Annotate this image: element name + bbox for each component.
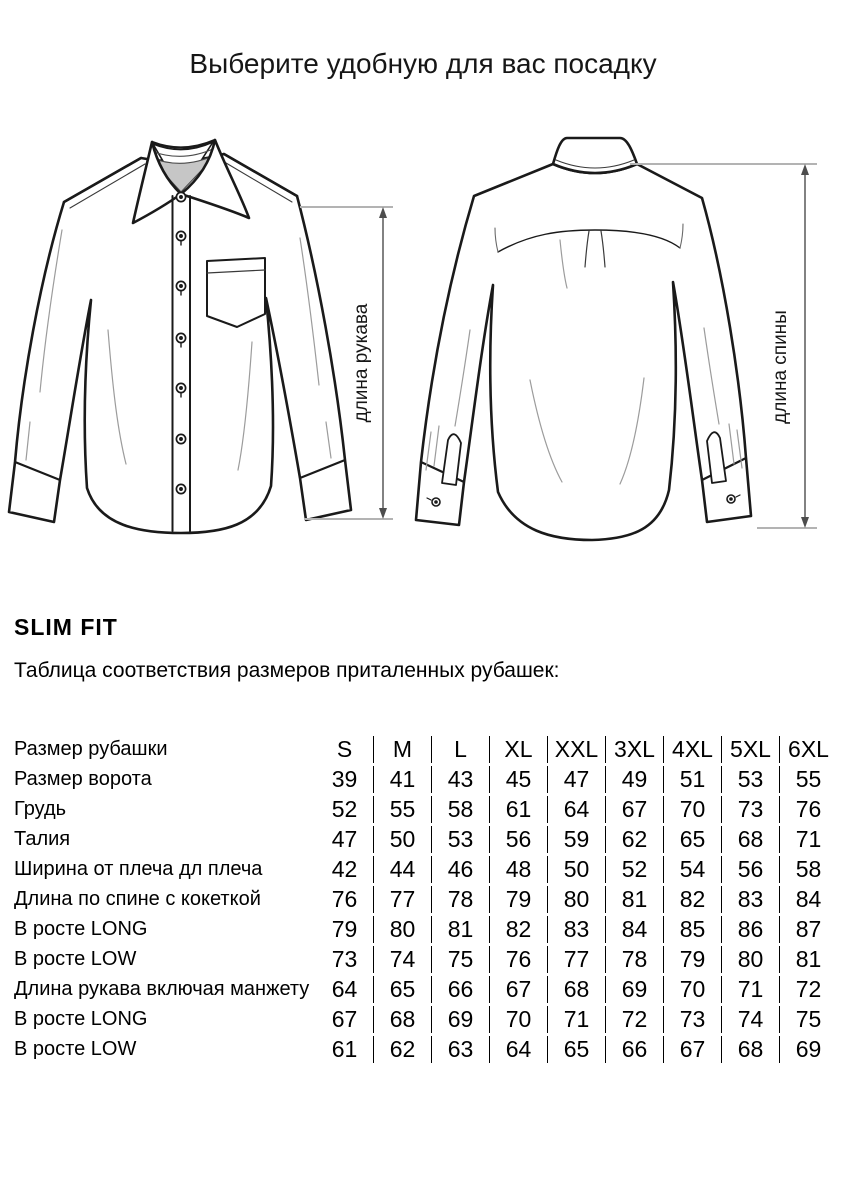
size-value-cell: 64 [489, 1036, 547, 1063]
size-value-cell: 52 [605, 856, 663, 883]
size-value-cell: 49 [605, 766, 663, 793]
front-body-outline [9, 154, 351, 533]
size-header-cell: S [336, 736, 353, 762]
size-value-cell: 55 [779, 766, 837, 793]
size-table-row [14, 766, 837, 793]
row-label: Талия [14, 828, 71, 850]
size-value-cell: 73 [721, 796, 779, 823]
size-value-cell: 79 [331, 916, 358, 942]
size-value-cell: 84 [605, 916, 663, 943]
size-value-cell: 79 [663, 946, 721, 973]
row-label: В росте LONG [14, 918, 148, 940]
size-header-cell: XL [489, 736, 547, 763]
size-value-cell: 53 [431, 826, 489, 853]
size-header-cell: M [373, 736, 431, 763]
size-value-cell: 68 [721, 826, 779, 853]
size-value-cell: 43 [431, 766, 489, 793]
size-value-cell: 62 [373, 1036, 431, 1063]
size-table-header-row [14, 736, 837, 763]
size-value-cell: 75 [431, 946, 489, 973]
size-value-cell: 39 [331, 766, 358, 792]
size-value-cell: 81 [431, 916, 489, 943]
size-value-cell: 83 [547, 916, 605, 943]
size-value-cell: 86 [721, 916, 779, 943]
size-value-cell: 81 [605, 886, 663, 913]
size-value-cell: 70 [489, 1006, 547, 1033]
size-value-cell: 67 [605, 796, 663, 823]
size-value-cell: 59 [547, 826, 605, 853]
size-value-cell: 72 [779, 976, 837, 1003]
size-value-cell: 69 [605, 976, 663, 1003]
size-value-cell: 80 [373, 916, 431, 943]
size-value-cell: 47 [547, 766, 605, 793]
size-value-cell: 56 [721, 856, 779, 883]
size-value-cell: 65 [663, 826, 721, 853]
size-value-cell: 66 [431, 976, 489, 1003]
size-value-cell: 52 [331, 796, 358, 822]
size-value-cell: 47 [331, 826, 358, 852]
size-table-row [14, 826, 837, 853]
size-table-row [14, 916, 837, 943]
row-label: В росте LOW [14, 948, 137, 970]
size-value-cell: 77 [547, 946, 605, 973]
front-pocket [207, 258, 265, 327]
size-value-cell: 79 [489, 886, 547, 913]
row-label: В росте LONG [14, 1008, 148, 1030]
size-value-cell: 68 [721, 1036, 779, 1063]
row-label: Ширина от плеча дл плеча [14, 858, 263, 880]
row-label: Размер ворота [14, 768, 152, 790]
size-table-row [14, 946, 837, 973]
size-value-cell: 62 [605, 826, 663, 853]
row-label: Грудь [14, 798, 67, 820]
size-value-cell: 72 [605, 1006, 663, 1033]
size-value-cell: 71 [721, 976, 779, 1003]
size-value-cell: 67 [331, 1006, 358, 1032]
size-value-cell: 61 [489, 796, 547, 823]
size-value-cell: 46 [431, 856, 489, 883]
back-length-label: длина спины [770, 310, 791, 424]
size-value-cell: 56 [489, 826, 547, 853]
size-value-cell: 78 [605, 946, 663, 973]
row-label: Размер рубашки [14, 738, 168, 760]
size-value-cell: 82 [489, 916, 547, 943]
size-value-cell: 80 [547, 886, 605, 913]
size-table-row [14, 976, 837, 1003]
size-value-cell: 48 [489, 856, 547, 883]
sleeve-length-label: длина рукава [351, 303, 372, 423]
size-value-cell: 42 [331, 856, 358, 882]
row-label: Длина рукава включая манжету [14, 978, 310, 1000]
size-table-container [14, 733, 834, 1066]
size-table-row [14, 1006, 837, 1033]
shirt-diagrams [0, 130, 846, 580]
row-label: В росте LOW [14, 1038, 137, 1060]
size-value-cell: 76 [779, 796, 837, 823]
size-value-cell: 63 [431, 1036, 489, 1063]
row-label: Длина по спине с кокеткой [14, 888, 261, 910]
size-value-cell: 58 [431, 796, 489, 823]
size-header-cell: 4XL [663, 736, 721, 763]
size-value-cell: 68 [373, 1006, 431, 1033]
size-value-cell: 76 [489, 946, 547, 973]
size-value-cell: 53 [721, 766, 779, 793]
size-value-cell: 50 [373, 826, 431, 853]
size-header-cell: L [431, 736, 489, 763]
size-value-cell: 45 [489, 766, 547, 793]
size-value-cell: 80 [721, 946, 779, 973]
size-value-cell: 64 [547, 796, 605, 823]
size-header-cell: XXL [547, 736, 605, 763]
size-value-cell: 75 [779, 1006, 837, 1033]
size-value-cell: 78 [431, 886, 489, 913]
size-value-cell: 82 [663, 886, 721, 913]
size-value-cell: 74 [373, 946, 431, 973]
size-value-cell: 54 [663, 856, 721, 883]
fit-subtitle: Таблица соответствия размеров приталенных рубашек: [14, 659, 560, 682]
size-value-cell: 87 [779, 916, 837, 943]
size-value-cell: 71 [779, 826, 837, 853]
shirt-front-drawing [9, 140, 351, 533]
size-value-cell: 81 [779, 946, 837, 973]
size-value-cell: 65 [547, 1036, 605, 1063]
size-value-cell: 73 [331, 946, 358, 972]
size-value-cell: 55 [373, 796, 431, 823]
size-table-row [14, 796, 837, 823]
size-header-cell: 6XL [779, 736, 837, 763]
size-value-cell: 51 [663, 766, 721, 793]
size-value-cell: 67 [489, 976, 547, 1003]
size-value-cell: 64 [331, 976, 358, 1002]
size-value-cell: 66 [605, 1036, 663, 1063]
size-value-cell: 50 [547, 856, 605, 883]
size-table-row [14, 856, 837, 883]
size-value-cell: 76 [331, 886, 358, 912]
size-value-cell: 73 [663, 1006, 721, 1033]
size-value-cell: 70 [663, 796, 721, 823]
size-value-cell: 71 [547, 1006, 605, 1033]
size-value-cell: 44 [373, 856, 431, 883]
size-table-row [14, 1036, 837, 1063]
size-value-cell: 69 [779, 1036, 837, 1063]
size-table [14, 733, 837, 1066]
size-value-cell: 84 [779, 886, 837, 913]
size-value-cell: 65 [373, 976, 431, 1003]
page-title: Выберите удобную для вас посадку [189, 48, 657, 79]
size-value-cell: 41 [373, 766, 431, 793]
size-value-cell: 61 [331, 1036, 358, 1062]
size-value-cell: 67 [663, 1036, 721, 1063]
size-value-cell: 58 [779, 856, 837, 883]
size-value-cell: 69 [431, 1006, 489, 1033]
size-value-cell: 68 [547, 976, 605, 1003]
size-value-cell: 83 [721, 886, 779, 913]
size-table-row [14, 886, 837, 913]
size-value-cell: 74 [721, 1006, 779, 1033]
size-value-cell: 85 [663, 916, 721, 943]
fit-heading: SLIM FIT [14, 614, 118, 640]
size-header-cell: 3XL [605, 736, 663, 763]
size-value-cell: 77 [373, 886, 431, 913]
shirt-back-drawing [416, 138, 751, 540]
size-header-cell: 5XL [721, 736, 779, 763]
size-value-cell: 70 [663, 976, 721, 1003]
